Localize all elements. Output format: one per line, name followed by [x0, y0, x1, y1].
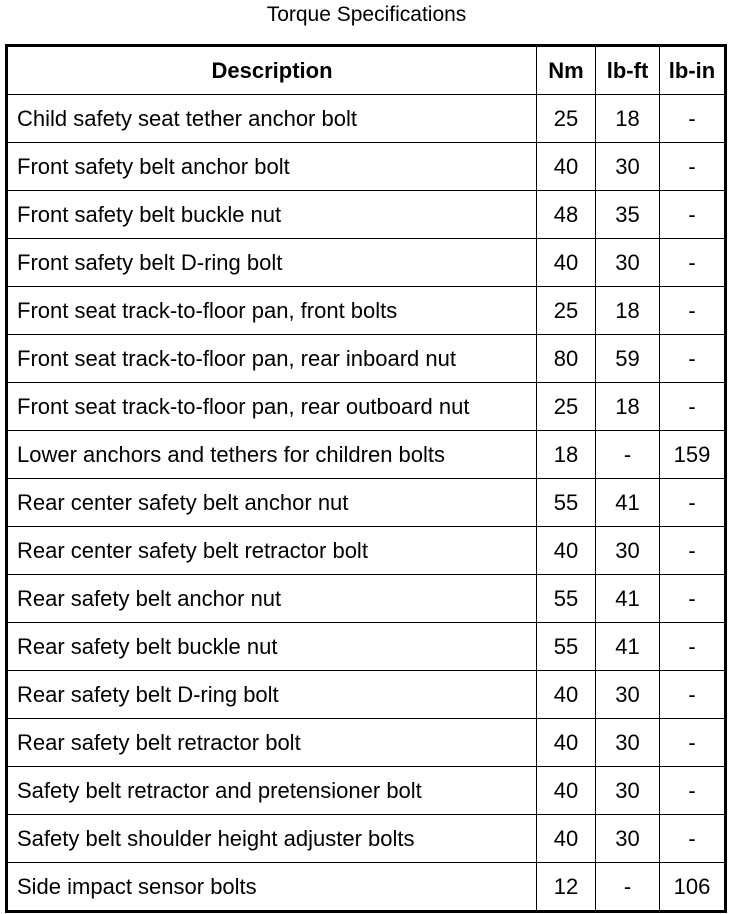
- table-row: [7, 863, 726, 912]
- cell-description: Rear safety belt buckle nut: [7, 623, 537, 671]
- cell-lbft: -: [596, 863, 660, 912]
- cell-nm: 12: [537, 863, 596, 912]
- cell-lbin: 106: [660, 863, 726, 912]
- cell-lbin: -: [660, 239, 726, 287]
- cell-nm: 25: [537, 95, 596, 143]
- cell-lbin: -: [660, 383, 726, 431]
- column-header-description: Description: [7, 46, 537, 95]
- cell-lbft: 41: [596, 575, 660, 623]
- cell-lbft: 30: [596, 527, 660, 575]
- table-row: [7, 575, 726, 623]
- cell-lbin: -: [660, 575, 726, 623]
- cell-lbin: -: [660, 623, 726, 671]
- cell-nm: 40: [537, 143, 596, 191]
- cell-description: Rear safety belt retractor bolt: [7, 719, 537, 767]
- table-row: [7, 191, 726, 239]
- cell-description: Safety belt retractor and pretensioner bolt: [7, 767, 537, 815]
- cell-nm: 40: [537, 767, 596, 815]
- cell-lbin: 159: [660, 431, 726, 479]
- cell-lbft: -: [596, 431, 660, 479]
- cell-description: Side impact sensor bolts: [7, 863, 537, 912]
- table-row: [7, 335, 726, 383]
- cell-lbft: 18: [596, 287, 660, 335]
- cell-lbft: 41: [596, 623, 660, 671]
- table-row: [7, 287, 726, 335]
- cell-lbft: 30: [596, 767, 660, 815]
- cell-nm: 80: [537, 335, 596, 383]
- cell-lbft: 30: [596, 671, 660, 719]
- cell-description: Rear center safety belt retractor bolt: [7, 527, 537, 575]
- cell-description: Front seat track-to-floor pan, rear outboard nut: [7, 383, 537, 431]
- column-header-lbft: lb-ft: [596, 46, 660, 95]
- cell-nm: 48: [537, 191, 596, 239]
- cell-lbin: -: [660, 479, 726, 527]
- cell-lbft: 18: [596, 95, 660, 143]
- cell-nm: 40: [537, 671, 596, 719]
- cell-lbin: -: [660, 671, 726, 719]
- cell-lbft: 30: [596, 239, 660, 287]
- cell-description: Lower anchors and tethers for children bolts: [7, 431, 537, 479]
- table-row: [7, 815, 726, 863]
- cell-lbin: -: [660, 95, 726, 143]
- column-header-lbin: lb-in: [660, 46, 726, 95]
- cell-nm: 55: [537, 575, 596, 623]
- cell-nm: 40: [537, 815, 596, 863]
- table-row: [7, 431, 726, 479]
- table-row: [7, 671, 726, 719]
- torque-spec-table: [5, 44, 727, 913]
- cell-description: Safety belt shoulder height adjuster bolts: [7, 815, 537, 863]
- table-row: [7, 479, 726, 527]
- cell-lbin: -: [660, 143, 726, 191]
- cell-nm: 40: [537, 239, 596, 287]
- cell-description: Front safety belt anchor bolt: [7, 143, 537, 191]
- cell-lbft: 41: [596, 479, 660, 527]
- cell-description: Rear safety belt D-ring bolt: [7, 671, 537, 719]
- cell-lbft: 59: [596, 335, 660, 383]
- cell-description: Child safety seat tether anchor bolt: [7, 95, 537, 143]
- cell-nm: 55: [537, 479, 596, 527]
- column-header-nm: Nm: [537, 46, 596, 95]
- cell-nm: 18: [537, 431, 596, 479]
- cell-lbin: -: [660, 815, 726, 863]
- cell-lbin: -: [660, 287, 726, 335]
- cell-lbft: 35: [596, 191, 660, 239]
- table-row: [7, 239, 726, 287]
- table-row: [7, 767, 726, 815]
- cell-nm: 40: [537, 527, 596, 575]
- cell-description: Front safety belt buckle nut: [7, 191, 537, 239]
- cell-description: Front seat track-to-floor pan, front bolts: [7, 287, 537, 335]
- cell-lbin: -: [660, 767, 726, 815]
- table-row: [7, 383, 726, 431]
- cell-lbin: -: [660, 527, 726, 575]
- cell-lbft: 30: [596, 815, 660, 863]
- table-row: [7, 623, 726, 671]
- table-row: [7, 143, 726, 191]
- cell-nm: 25: [537, 383, 596, 431]
- cell-nm: 40: [537, 719, 596, 767]
- table-header-row: [7, 46, 726, 95]
- cell-lbft: 30: [596, 143, 660, 191]
- cell-lbin: -: [660, 191, 726, 239]
- table-row: [7, 95, 726, 143]
- cell-description: Front safety belt D-ring bolt: [7, 239, 537, 287]
- cell-lbft: 18: [596, 383, 660, 431]
- cell-description: Rear center safety belt anchor nut: [7, 479, 537, 527]
- cell-nm: 25: [537, 287, 596, 335]
- table-row: [7, 719, 726, 767]
- table-row: [7, 527, 726, 575]
- table-body: [7, 95, 726, 912]
- cell-lbft: 30: [596, 719, 660, 767]
- page-title: Torque Specifications: [266, 3, 467, 26]
- cell-nm: 55: [537, 623, 596, 671]
- cell-lbin: -: [660, 719, 726, 767]
- cell-description: Front seat track-to-floor pan, rear inboard nut: [7, 335, 537, 383]
- cell-description: Rear safety belt anchor nut: [7, 575, 537, 623]
- cell-lbin: -: [660, 335, 726, 383]
